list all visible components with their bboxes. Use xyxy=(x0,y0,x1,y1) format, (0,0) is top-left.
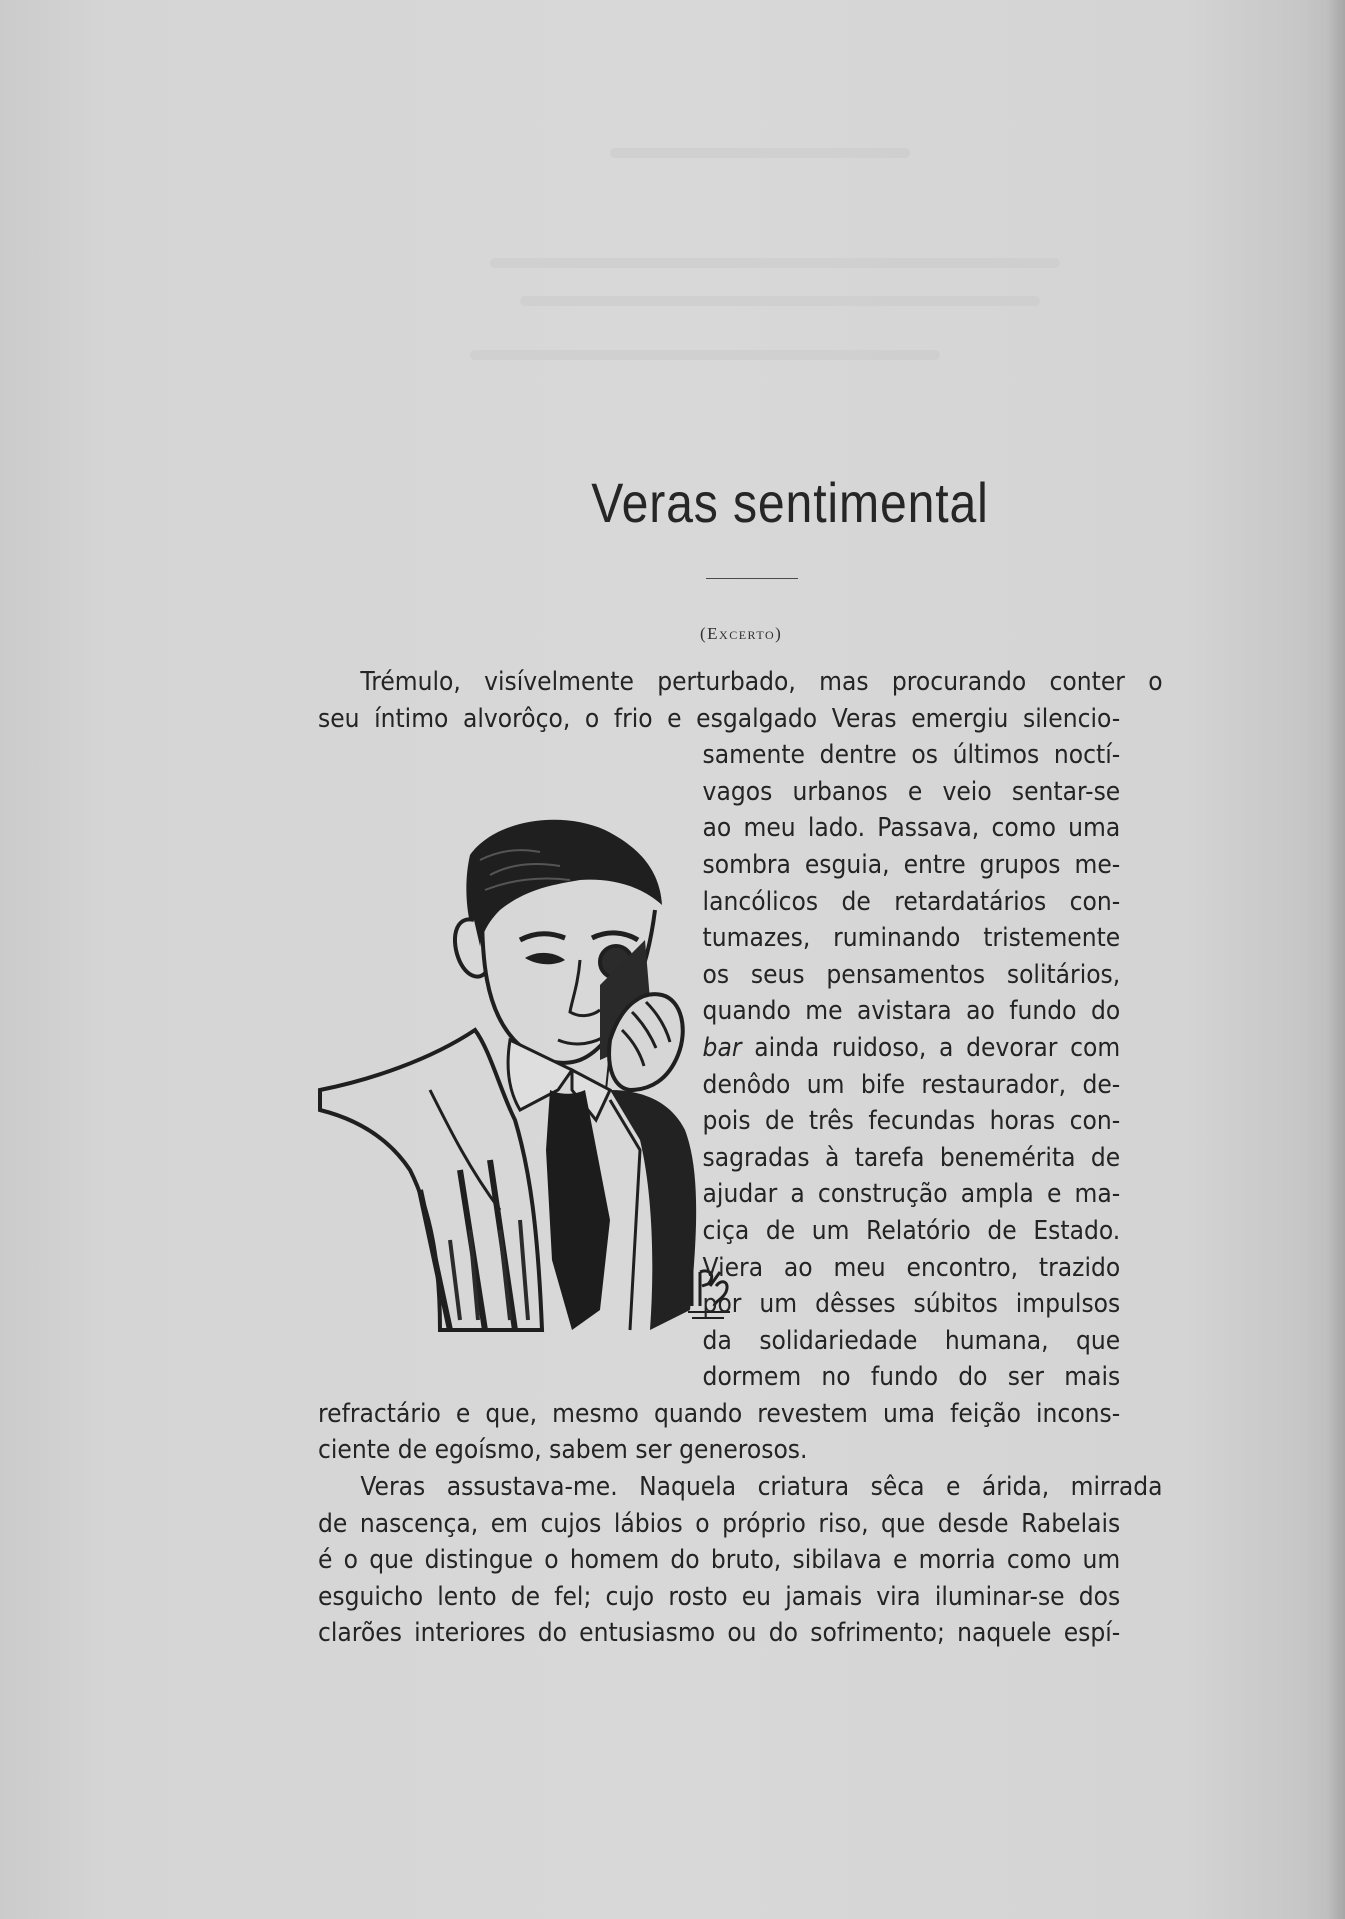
text-line: ciente de egoísmo, sabem ser generosos. xyxy=(318,1435,808,1466)
text-line: da solidariedade humana, que xyxy=(702,1325,1121,1356)
page-edge-shadow xyxy=(1327,0,1345,1919)
text-line: denôdo um bife restaurador, de- xyxy=(702,1069,1121,1100)
page-title xyxy=(111,470,1268,535)
text-line: é o que distingue o homem do bruto, sibilava e morria como um xyxy=(318,1545,1121,1576)
text-line: Viera ao meu encontro, trazido xyxy=(702,1252,1121,1283)
text-line: por um dêsses súbitos impulsos xyxy=(702,1289,1121,1320)
text-line: pois de três fecundas horas con- xyxy=(702,1106,1121,1137)
text-line: quando me avistara ao fundo do xyxy=(702,996,1121,1027)
text-line: seu íntimo alvorôço, o frio e esgalgado Veras emergiu silencio- xyxy=(318,703,1121,734)
title-rule xyxy=(706,578,798,579)
text-line: Veras assustava-me. Naquela criatura sêca e árida, mirrada xyxy=(360,1472,1163,1503)
page-title-text: Veras sentimental xyxy=(591,471,989,534)
bleed-through-mark xyxy=(610,148,910,158)
bleed-through-mark xyxy=(470,350,940,360)
text-line: dormem no fundo do ser mais xyxy=(702,1362,1121,1393)
text-line: bar ainda ruidoso, a devorar com xyxy=(702,1032,1121,1063)
text-line: refractário e que, mesmo quando revestem uma feição incons- xyxy=(318,1398,1121,1429)
excerpt-label: (Excerto) xyxy=(700,624,783,643)
text-line: ajudar a construção ampla e ma- xyxy=(702,1179,1121,1210)
text-line: vagos urbanos e veio sentar-se xyxy=(702,776,1121,807)
italic-word: bar xyxy=(702,1032,742,1063)
text-line: tumazes, ruminando tristemente xyxy=(702,923,1121,954)
text-line: sombra esguia, entre grupos me- xyxy=(702,849,1121,880)
text-line: ciça de um Relatório de Estado. xyxy=(702,1215,1121,1246)
bleed-through-mark xyxy=(490,258,1060,268)
text-line: clarões interiores do entusiasmo ou do sofrimento; naquele espí- xyxy=(318,1618,1121,1649)
text-line: Trémulo, visívelmente perturbado, mas procurando conter o xyxy=(360,667,1163,697)
text-line: esguicho lento de fel; cujo rosto eu jamais vira iluminar-se dos xyxy=(318,1581,1121,1612)
text-line: sagradas à tarefa benemérita de xyxy=(702,1142,1121,1173)
bleed-through-mark xyxy=(520,296,1040,306)
text-line: samente dentre os últimos noctí- xyxy=(702,740,1121,771)
text-line: lancólicos de retardatários con- xyxy=(702,886,1121,917)
text-line: ao meu lado. Passava, como uma xyxy=(702,813,1121,844)
text-line: de nascença, em cujos lábios o próprio riso, que desde Rabelais xyxy=(318,1508,1121,1539)
text-line: os seus pensamentos solitários, xyxy=(702,959,1121,990)
body-text xyxy=(318,664,1163,1652)
